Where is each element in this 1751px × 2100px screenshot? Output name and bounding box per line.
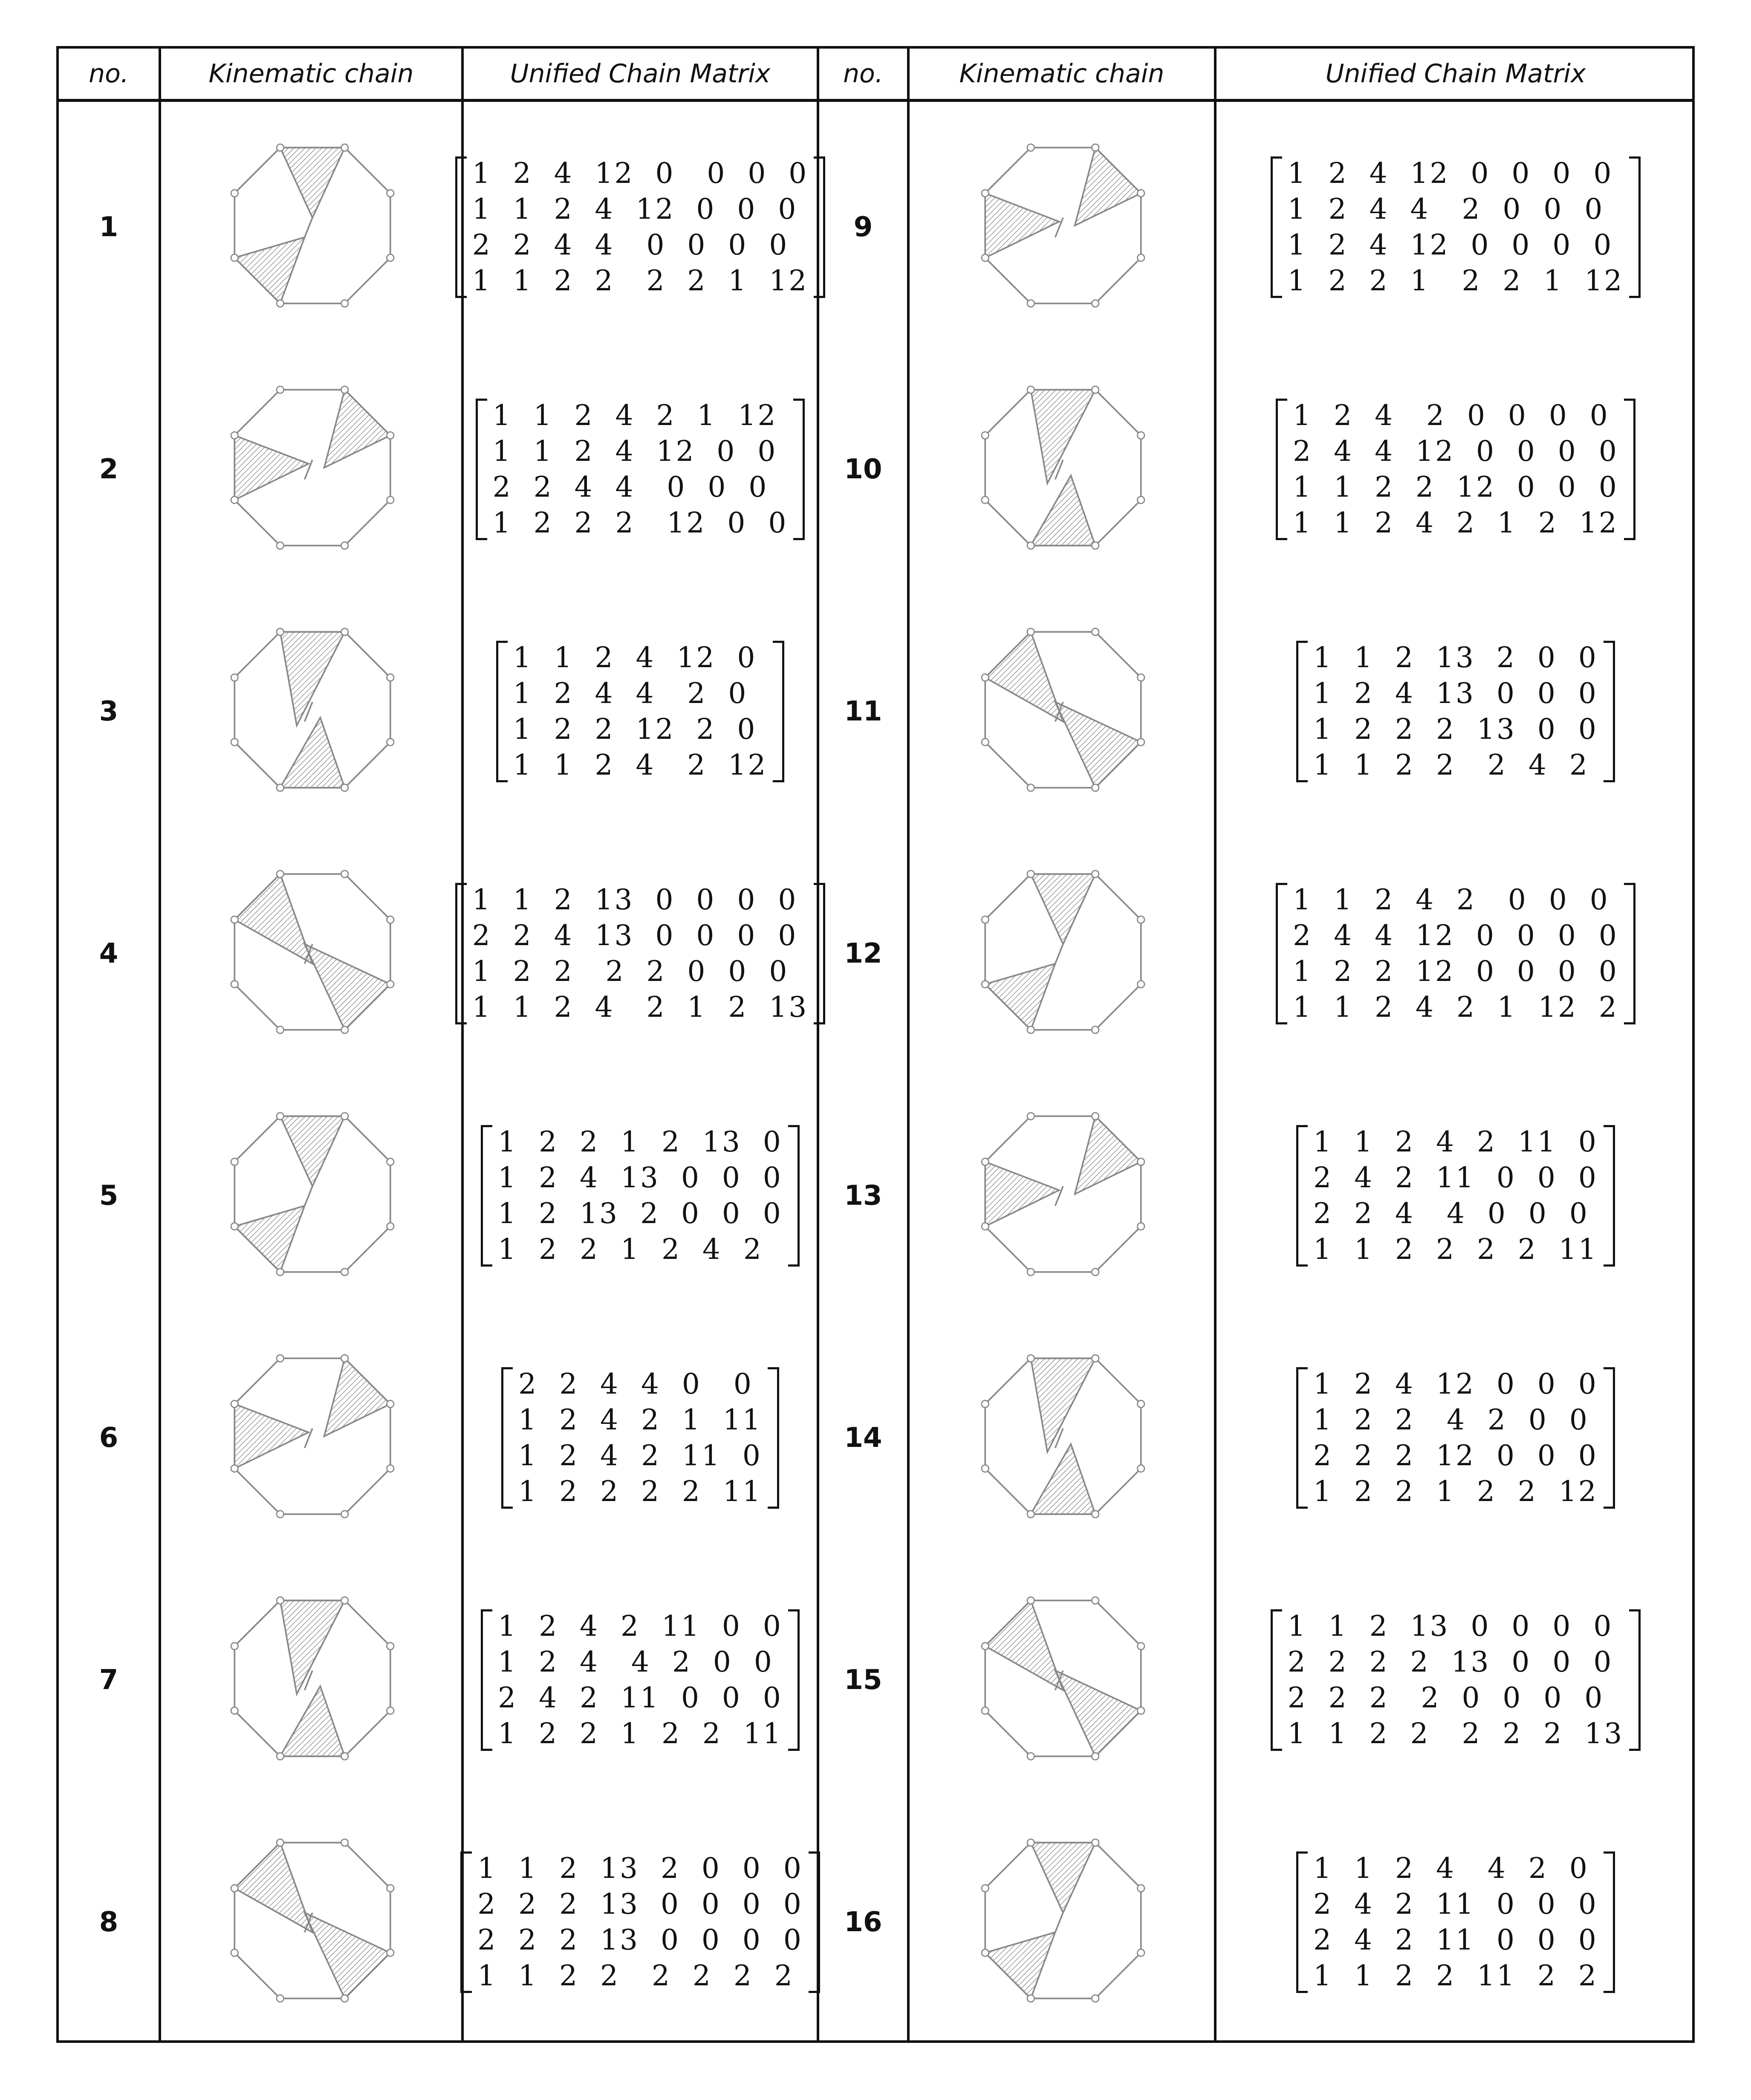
matrix-brackets (1296, 640, 1615, 783)
row-number: 8 (99, 1906, 118, 1938)
row-number: 5 (99, 1180, 118, 1212)
matrix-row: 1 1 2 4 2 1 2 12 (1293, 506, 1618, 539)
matrix-row: 1 2 4 12 0 0 0 (1313, 1368, 1598, 1400)
kinematic-chain-diagram (965, 123, 1161, 328)
kinematic-chain-diagram (214, 607, 410, 812)
matrix-row: 1 1 2 13 0 0 0 0 (1287, 1610, 1613, 1643)
matrix-row: 1 2 2 1 2 4 2 (498, 1233, 763, 1266)
matrix-row: 2 2 2 13 0 0 0 0 (477, 1888, 803, 1921)
matrix-brackets (476, 398, 805, 541)
kinematic-chain-diagram (965, 1576, 1161, 1781)
matrix-brackets (481, 1124, 800, 1267)
unified-chain-matrix (464, 106, 817, 348)
matrix-row: 1 2 4 2 1 11 (518, 1403, 762, 1436)
matrix-row: 1 1 2 13 0 0 0 0 (472, 883, 798, 916)
matrix-row: 2 2 4 13 0 0 0 0 (472, 919, 798, 952)
matrix-row: 1 2 2 2 2 0 0 0 (472, 955, 789, 988)
matrix-brackets (1296, 1366, 1615, 1510)
row-number: 14 (844, 1422, 882, 1454)
matrix-row: 2 4 2 11 0 0 0 (1313, 1924, 1598, 1956)
matrix-row: 1 1 2 4 12 0 0 (492, 435, 777, 468)
matrix-row: 1 2 4 12 0 0 0 0 (472, 157, 809, 190)
matrix-brackets (1296, 1124, 1615, 1267)
row-number: 6 (99, 1422, 118, 1454)
header-matrix-right: Unified Chain Matrix (1325, 59, 1586, 89)
matrix-row: 1 2 2 12 0 0 0 0 (1293, 955, 1618, 988)
matrix-row: 1 1 2 2 12 0 0 0 (1293, 471, 1618, 503)
matrix-row: 1 1 2 2 11 2 2 (1313, 1959, 1598, 1992)
row-number: 12 (844, 938, 882, 969)
row-number: 15 (844, 1664, 882, 1696)
unified-chain-matrix (1216, 833, 1695, 1075)
kinematic-chain-diagram (965, 850, 1161, 1054)
row-number: 16 (844, 1906, 882, 1938)
unified-chain-matrix (1216, 1559, 1695, 1801)
matrix-row: 1 1 2 4 2 0 0 0 (1293, 883, 1609, 916)
unified-chain-matrix (464, 1317, 817, 1559)
matrix-brackets (460, 1851, 820, 1994)
matrix-brackets (455, 156, 826, 299)
kinematic-chain-diagram (965, 607, 1161, 812)
matrix-row: 1 2 4 13 0 0 0 (1313, 677, 1598, 710)
matrix-row: 1 2 2 1 2 2 12 (1313, 1475, 1598, 1508)
kinematic-chain-diagram (214, 365, 410, 570)
matrix-row: 1 2 2 2 13 0 0 (1313, 713, 1598, 746)
kinematic-chain-diagram (965, 365, 1161, 570)
matrix-row: 1 2 2 1 2 2 11 (498, 1717, 783, 1750)
unified-chain-matrix (1216, 348, 1695, 590)
matrix-brackets (1271, 1608, 1641, 1752)
matrix-row: 1 1 2 4 2 11 0 (1313, 1125, 1598, 1158)
kinematic-chain-diagram (214, 850, 410, 1054)
col-divider (159, 49, 161, 2040)
matrix-row: 1 1 2 4 2 1 2 13 (472, 991, 809, 1024)
matrix-row: 2 2 4 4 0 0 (518, 1368, 753, 1400)
matrix-row: 1 2 4 2 0 0 0 0 (1293, 399, 1609, 432)
kinematic-chain-diagram (965, 1092, 1161, 1296)
unified-chain-matrix (464, 1559, 817, 1801)
matrix-row: 1 2 2 12 2 0 (513, 713, 757, 746)
matrix-row: 2 4 2 11 0 0 0 (1313, 1888, 1598, 1921)
row-number: 3 (99, 696, 118, 727)
matrix-row: 2 2 4 4 0 0 0 (1313, 1197, 1589, 1230)
matrix-brackets (501, 1366, 779, 1510)
unified-chain-matrix (1216, 106, 1695, 348)
matrix-row: 1 1 2 4 12 0 (513, 641, 757, 674)
row-number: 11 (844, 696, 882, 727)
matrix-row: 2 2 2 13 0 0 0 0 (477, 1924, 803, 1956)
matrix-row: 1 1 2 4 2 1 12 2 (1293, 991, 1618, 1024)
matrix-row: 2 4 4 12 0 0 0 0 (1293, 435, 1618, 468)
matrix-row: 1 1 2 4 2 12 (513, 749, 768, 781)
matrix-row: 2 4 2 11 0 0 0 (1313, 1161, 1598, 1194)
header-chain-right: Kinematic chain (959, 59, 1164, 89)
matrix-row: 2 4 4 12 0 0 0 0 (1293, 919, 1618, 952)
matrix-brackets (455, 882, 826, 1025)
matrix-brackets (1271, 156, 1641, 299)
kinematic-chain-diagram (214, 1334, 410, 1539)
header-no-right: no. (843, 59, 883, 89)
matrix-row: 2 2 4 4 0 0 0 (492, 471, 769, 503)
row-number: 13 (844, 1180, 882, 1212)
matrix-row: 1 2 4 4 2 0 (513, 677, 748, 710)
unified-chain-matrix (464, 348, 817, 590)
col-divider (907, 49, 910, 2040)
matrix-row: 1 1 2 4 4 2 0 (1313, 1852, 1589, 1885)
matrix-brackets (496, 640, 785, 783)
matrix-row: 1 2 4 4 2 0 0 0 (1287, 193, 1604, 226)
matrix-brackets (481, 1608, 800, 1752)
matrix-row: 2 2 2 2 0 0 0 0 (1287, 1681, 1604, 1714)
matrix-row: 2 2 2 12 0 0 0 (1313, 1439, 1598, 1472)
row-number: 9 (853, 211, 873, 243)
matrix-row: 1 1 2 2 2 2 2 13 (1287, 1717, 1624, 1750)
row-number: 10 (844, 454, 882, 485)
row-number: 7 (99, 1664, 118, 1696)
header-divider (59, 99, 1692, 102)
matrix-brackets (1276, 882, 1635, 1025)
header-chain-left: Kinematic chain (208, 59, 414, 89)
matrix-row: 1 2 4 12 0 0 0 0 (1287, 157, 1613, 190)
matrix-row: 1 1 2 2 2 2 2 2 (477, 1959, 794, 1992)
header-no-left: no. (89, 59, 129, 89)
matrix-row: 1 2 2 2 2 11 (518, 1475, 762, 1508)
matrix-row: 1 1 2 2 2 2 11 (1313, 1233, 1598, 1266)
matrix-row: 1 2 4 13 0 0 0 (498, 1161, 783, 1194)
matrix-row: 1 2 4 12 0 0 0 0 (1287, 229, 1613, 261)
matrix-row: 1 2 4 2 11 0 0 (498, 1610, 783, 1643)
unified-chain-matrix (1216, 1317, 1695, 1559)
matrix-row: 1 2 2 2 12 0 0 (492, 506, 788, 539)
matrix-row: 2 4 2 11 0 0 0 (498, 1681, 783, 1714)
unified-chain-matrix (1216, 1801, 1695, 2043)
unified-chain-matrix (1216, 1075, 1695, 1317)
matrix-row: 1 1 2 4 2 1 12 (492, 399, 777, 432)
matrix-brackets (1296, 1851, 1615, 1994)
unified-chain-matrix (464, 590, 817, 833)
matrix-row: 1 1 2 2 2 2 1 12 (472, 264, 809, 297)
matrix-row: 1 1 2 13 2 0 0 (1313, 641, 1598, 674)
kinematic-chain-diagram (214, 1092, 410, 1296)
kinematic-chain-diagram (965, 1334, 1161, 1539)
unified-chain-matrix (1216, 590, 1695, 833)
matrix-row: 1 2 13 2 0 0 0 (498, 1197, 783, 1230)
kinematic-chain-diagram (965, 1818, 1161, 2023)
row-number: 1 (99, 211, 118, 243)
kinematic-chain-diagram (214, 1818, 410, 2023)
matrix-row: 1 2 4 2 11 0 (518, 1439, 762, 1472)
matrix-row: 2 2 2 2 13 0 0 0 (1287, 1646, 1613, 1678)
matrix-row: 1 2 4 4 2 0 0 (498, 1646, 774, 1678)
matrix-row: 1 1 2 4 12 0 0 0 (472, 193, 798, 226)
row-number: 4 (99, 938, 118, 969)
kinematic-chain-diagram (214, 123, 410, 328)
kinematic-chain-diagram (214, 1576, 410, 1781)
chain-table (56, 46, 1695, 2043)
matrix-row: 1 2 2 1 2 2 1 12 (1287, 264, 1624, 297)
unified-chain-matrix (464, 1075, 817, 1317)
row-number: 2 (99, 454, 118, 485)
matrix-row: 1 1 2 13 2 0 0 0 (477, 1852, 803, 1885)
matrix-row: 1 1 2 2 2 4 2 (1313, 749, 1589, 781)
matrix-row: 1 2 2 4 2 0 0 (1313, 1403, 1589, 1436)
matrix-row: 2 2 4 4 0 0 0 0 (472, 229, 789, 261)
matrix-brackets (1276, 398, 1635, 541)
unified-chain-matrix (464, 1801, 817, 2043)
header-matrix-left: Unified Chain Matrix (510, 59, 771, 89)
matrix-row: 1 2 2 1 2 13 0 (498, 1125, 783, 1158)
unified-chain-matrix (464, 833, 817, 1075)
